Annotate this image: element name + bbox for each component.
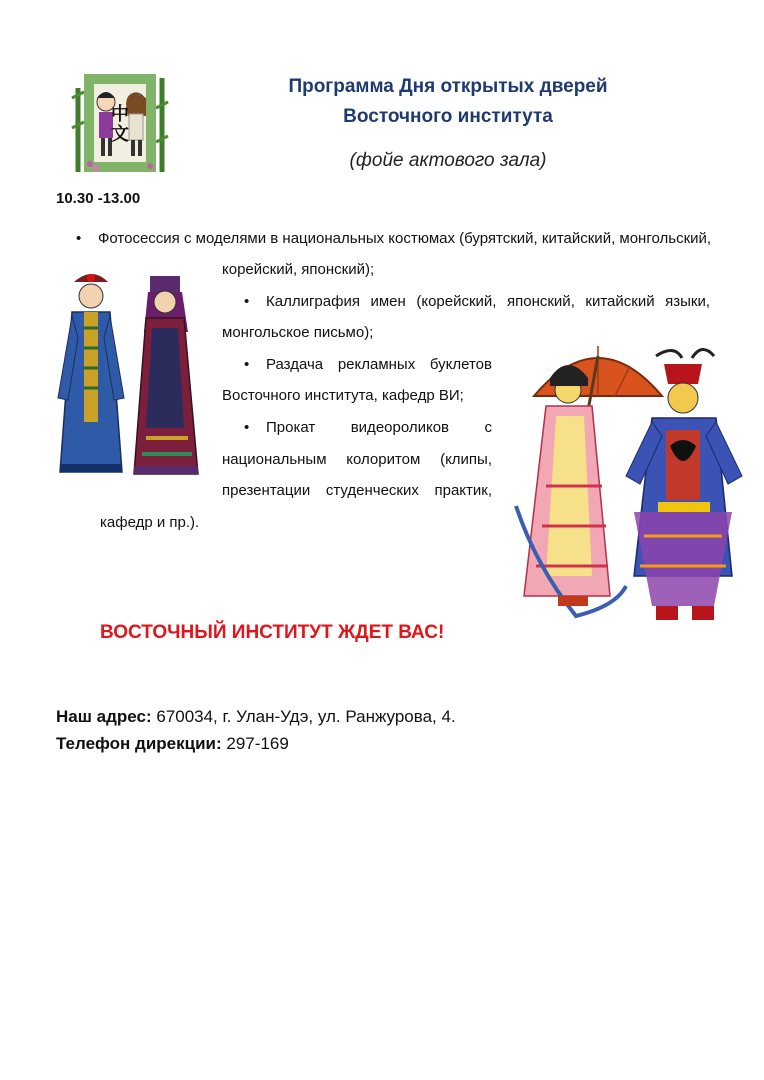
- list-item: • Фотосессия с моделями в национальных костюмах (бурятский, китайский, монгольский,: [76, 223, 711, 255]
- phone-line: [56, 734, 289, 754]
- schedule-time: 10.30 -13.00: [56, 190, 141, 207]
- phone-label: Телефон дирекции:: [56, 734, 222, 753]
- list-item-continuation: национальным колоритом (клипы,: [222, 451, 492, 468]
- asian-costumes-illustration: [506, 326, 744, 638]
- list-item: • Каллиграфия имен (корейский, японский, китайский языки,: [244, 286, 710, 318]
- page-title-line1: Программа Дня открытых дверей: [288, 76, 608, 97]
- list-item-continuation: корейский, японский);: [222, 261, 375, 278]
- location-subtitle: (фойе актового зала): [349, 150, 547, 171]
- list-item: • Прокат видеороликов с: [244, 412, 492, 444]
- bullet-icon: •: [76, 230, 82, 247]
- address-label: Наш адрес:: [56, 707, 152, 726]
- page-title-line2: Восточного института: [343, 106, 553, 127]
- list-item-continuation: Восточного института, кафедр ВИ;: [222, 387, 464, 404]
- bullet-icon: •: [244, 419, 250, 436]
- address-line: [56, 707, 456, 727]
- buryat-costumes-illustration: [52, 268, 210, 486]
- list-item-continuation: презентации студенческих практик,: [222, 482, 492, 499]
- address-value: 670034, г. Улан-Удэ, ул. Ранжурова, 4.: [151, 707, 456, 726]
- logo-illustration: [70, 68, 170, 180]
- list-item-continuation: кафедр и пр.).: [100, 514, 200, 531]
- logo-glyphs: 中文: [111, 104, 129, 144]
- slogan: ВОСТОЧНЫЙ ИНСТИТУТ ЖДЕТ ВАС!: [100, 622, 445, 643]
- list-item-continuation: монгольское письмо);: [222, 324, 374, 341]
- phone-value: 297-169: [221, 734, 289, 753]
- bullet-icon: •: [244, 293, 250, 310]
- bullet-icon: •: [244, 356, 250, 373]
- list-item: • Раздача рекламных буклетов: [244, 349, 492, 381]
